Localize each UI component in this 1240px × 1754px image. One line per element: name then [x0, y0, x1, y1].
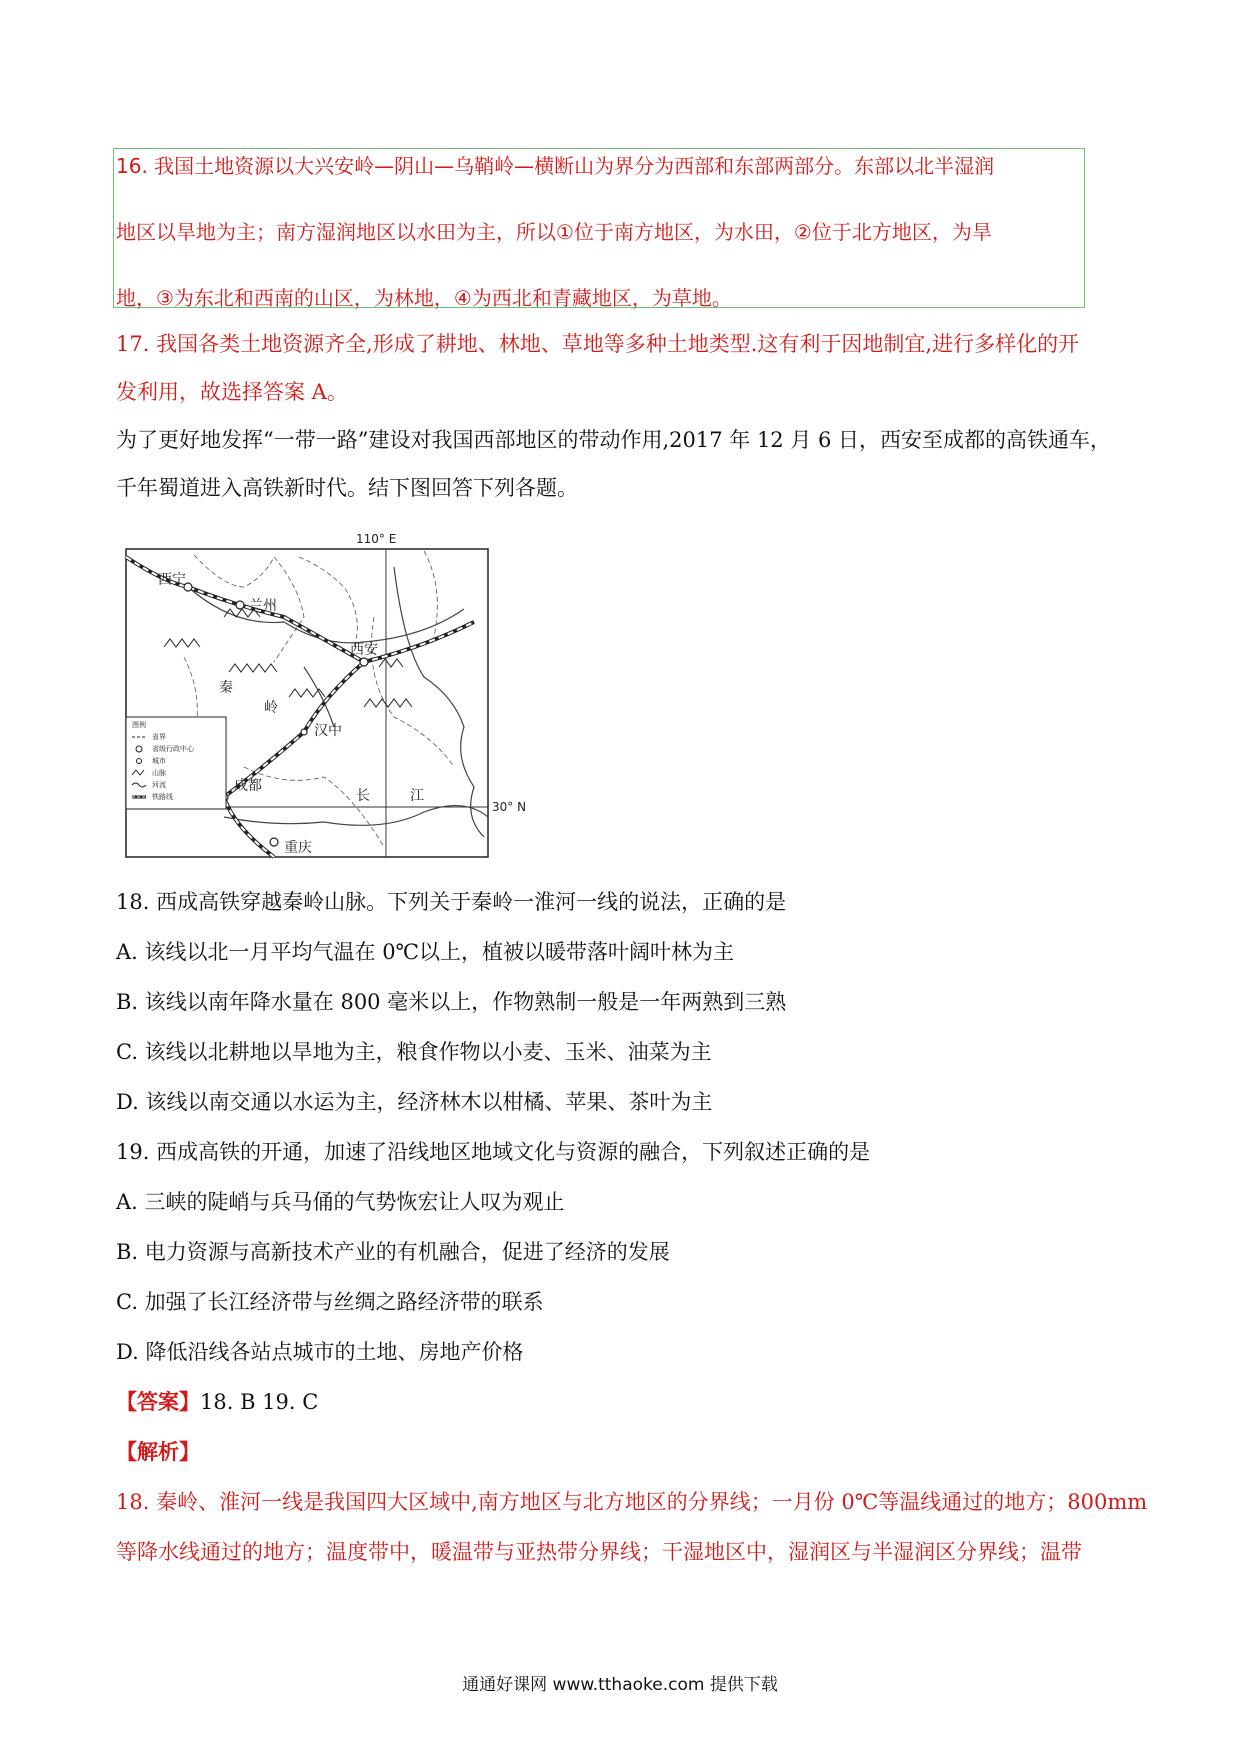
q18-stem: 18. 西成高铁穿越秦岭山脉。下列关于秦岭一淮河一线的说法，正确的是 [116, 890, 787, 914]
legend-item-4: 山脉 [152, 769, 166, 777]
map-legend [126, 717, 226, 809]
analysis-line-1: 18. 秦岭、淮河一线是我国四大区域中,南方地区与北方地区的分界线；一月份 0℃等温线通过的地方；800mm [116, 1490, 1148, 1514]
map-frame [126, 549, 488, 857]
q19-option-d: D. 降低沿线各站点城市的土地、房地产价格 [116, 1340, 524, 1364]
lon-label: 110° E [356, 532, 397, 546]
q18-option-c: C. 该线以北耕地以旱地为主，粮食作物以小麦、玉米、油菜为主 [116, 1040, 712, 1064]
q19-option-b: B. 电力资源与高新技术产业的有机融合，促进了经济的发展 [116, 1240, 670, 1264]
q16-line-3: 地，③为东北和西南的山区，为林地，④为西北和青藏地区，为草地。 [116, 286, 732, 310]
city-chongqing: 重庆 [284, 840, 312, 856]
railway-map [124, 527, 544, 862]
q19-option-a: A. 三峡的陡峭与兵马俑的气势恢宏让人叹为观止 [116, 1190, 565, 1214]
answer-text: 18. B 19. C [200, 1390, 319, 1414]
q18-option-b: B. 该线以南年降水量在 800 毫米以上，作物熟制一般是一年两熟到三熟 [116, 990, 787, 1014]
legend-title: 图例 [132, 721, 146, 729]
city-chengdu: 成都 [234, 778, 262, 794]
legend-item-3: 城市 [152, 757, 166, 765]
lat-label: 30° N [492, 800, 527, 814]
q17-line-2: 发利用，故选择答案 A。 [116, 380, 348, 404]
city-xian: 西安 [350, 642, 378, 658]
intro-line-2: 千年蜀道进入高铁新时代。结下图回答下列各题。 [116, 476, 578, 500]
answer-line [116, 1388, 318, 1416]
q17-line-1: 17. 我国各类土地资源齐全,形成了耕地、林地、草地等多种土地类型.这有利于因地制宜,进行多样化的开 [116, 332, 1080, 356]
legend-item-6: 铁路线 [152, 793, 173, 801]
intro-line-1: 为了更好地发挥“一带一路”建设对我国西部地区的带动作用,2017 年 12 月 6 日，西安至成都的高铁通车， [116, 428, 1112, 452]
q19-stem: 19. 西成高铁的开通，加速了沿线地区地域文化与资源的融合，下列叙述正确的是 [116, 1140, 871, 1164]
analysis-line-2: 等降水线通过的地方；温度带中，暖温带与亚热带分界线；干湿地区中，湿润区与半湿润区分界线；温带 [116, 1540, 1082, 1564]
legend-item-2: 省级行政中心 [152, 745, 194, 753]
q18-option-d: D. 该线以南交通以水运为主，经济林木以柑橘、苹果、茶叶为主 [116, 1090, 713, 1114]
q16-line-2: 地区以旱地为主；南方湿润地区以水田为主，所以①位于南方地区，为水田，②位于北方地区，为旱 [116, 220, 992, 244]
map-label-ling: 岭 [264, 700, 278, 716]
city-hanzhong: 汉中 [314, 723, 342, 739]
answer-label: 【答案】 [116, 1389, 200, 1414]
legend-item-1: 省界 [152, 733, 166, 741]
footer-text: 通通好课网 www.tthaoke.com 提供下载 [462, 1675, 778, 1695]
analysis-label: 【解析】 [116, 1439, 200, 1464]
city-xining: 西宁 [158, 572, 186, 588]
q18-option-a: A. 该线以北一月平均气温在 0℃以上，植被以暖带落叶阔叶林为主 [116, 940, 735, 964]
map-label-qin: 秦 [219, 680, 233, 696]
q16-line-1: 16. 我国土地资源以大兴安岭—阴山—乌鞘岭—横断山为界分为西部和东部两部分。东部以北半湿润 [116, 154, 995, 178]
city-lanzhou: 兰州 [249, 598, 277, 614]
legend-item-5: 河流 [152, 781, 166, 789]
map-label-chang: 长 [356, 788, 370, 804]
map-label-jiang: 江 [410, 788, 424, 804]
q19-option-c: C. 加强了长江经济带与丝绸之路经济带的联系 [116, 1290, 544, 1314]
